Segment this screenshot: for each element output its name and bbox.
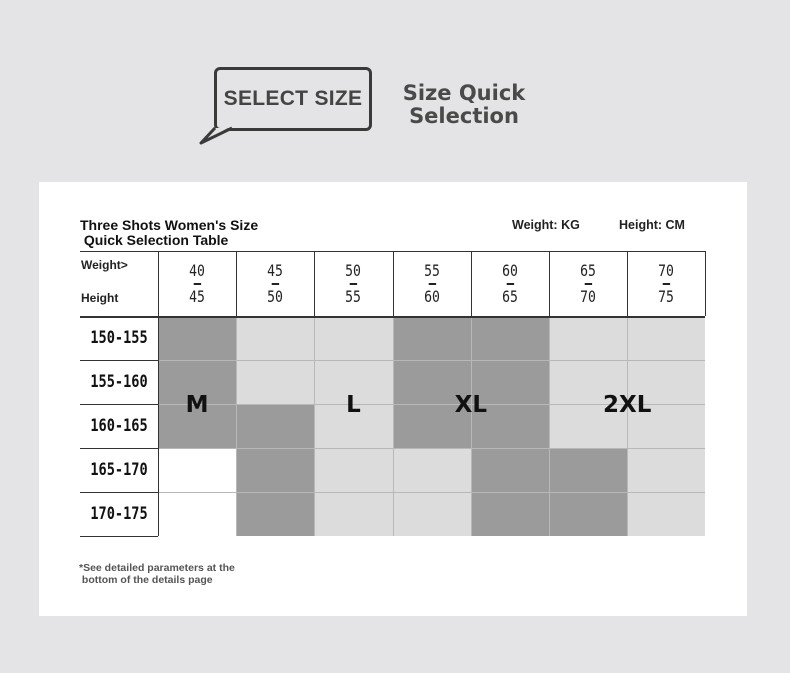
cell-divider <box>158 360 705 361</box>
size-label: M <box>185 392 209 418</box>
weight-min: 65 <box>580 261 596 280</box>
footnote-line2: bottom of the details page <box>79 574 213 586</box>
page-title <box>390 82 538 128</box>
size-cell <box>236 316 314 360</box>
size-table <box>80 251 705 536</box>
range-dash <box>584 283 591 285</box>
size-cell <box>393 448 471 492</box>
height-row-header: 165-170 <box>90 460 148 480</box>
size-cell <box>471 448 549 492</box>
weight-column-header <box>634 251 698 316</box>
size-cell <box>158 316 236 360</box>
table-border <box>549 251 550 316</box>
footnote <box>79 562 235 586</box>
cell-divider <box>158 448 705 449</box>
table-border <box>158 316 159 536</box>
size-cell <box>549 448 627 492</box>
size-cell <box>236 360 314 404</box>
range-dash <box>193 283 200 285</box>
table-title-line1: Three Shots Women's Size <box>80 217 259 233</box>
weight-column-header <box>321 251 385 316</box>
height-row-header: 150-155 <box>90 328 148 348</box>
weight-column-header <box>165 251 229 316</box>
cell-divider <box>627 316 628 536</box>
select-size-label: SELECT SIZE <box>223 87 363 110</box>
size-cell <box>314 492 392 536</box>
height-unit: Height: CM <box>619 218 685 232</box>
table-title <box>80 218 258 248</box>
size-cell <box>627 492 705 536</box>
weight-column-header <box>478 251 542 316</box>
size-cell <box>158 448 236 492</box>
weight-max: 60 <box>423 287 440 306</box>
cell-divider <box>236 316 237 536</box>
size-label: XL <box>454 392 487 418</box>
weight-max: 55 <box>345 287 362 306</box>
size-cell <box>549 492 627 536</box>
table-border <box>471 251 472 316</box>
table-title-line2: Quick Selection Table <box>80 232 229 248</box>
weight-max: 65 <box>501 287 518 306</box>
size-cell <box>393 316 471 360</box>
cell-divider <box>549 316 550 536</box>
size-cell <box>471 316 549 360</box>
size-cell <box>236 404 314 448</box>
cell-divider <box>393 316 394 536</box>
cell-divider <box>158 492 705 493</box>
size-cell <box>158 492 236 536</box>
weight-min: 45 <box>267 261 284 280</box>
table-border <box>80 316 705 318</box>
weight-max: 75 <box>658 287 675 306</box>
table-border <box>80 536 158 537</box>
weight-min: 70 <box>658 261 675 280</box>
corner-height-label: Height <box>81 291 119 305</box>
size-label: 2XL <box>602 392 652 418</box>
table-border <box>393 251 394 316</box>
range-dash <box>271 283 278 285</box>
size-cell <box>549 316 627 360</box>
cell-divider <box>471 316 472 536</box>
weight-unit: Weight: KG <box>512 218 580 232</box>
table-border <box>158 251 159 316</box>
weight-column-header <box>556 251 620 316</box>
weight-min: 40 <box>189 261 205 280</box>
weight-max: 70 <box>580 287 596 306</box>
size-cell <box>314 448 392 492</box>
table-border <box>314 251 315 316</box>
size-cell <box>393 492 471 536</box>
size-chart-card <box>39 182 747 616</box>
weight-min: 50 <box>345 261 362 280</box>
range-dash <box>506 283 513 285</box>
range-dash <box>350 283 357 285</box>
weight-min: 60 <box>501 261 518 280</box>
range-dash <box>662 283 669 285</box>
weight-max: 45 <box>189 287 205 306</box>
table-border <box>705 251 706 316</box>
corner-weight-label: Weight> <box>81 258 128 272</box>
footnote-line1: *See detailed parameters at the <box>79 562 235 574</box>
select-size-bubble <box>214 67 372 131</box>
size-cell <box>627 448 705 492</box>
table-border <box>627 251 628 316</box>
size-cell <box>627 316 705 360</box>
speech-bubble-tail-icon <box>198 126 238 146</box>
weight-column-header <box>400 251 464 316</box>
size-label: L <box>346 392 361 418</box>
height-row-header: 170-175 <box>90 504 148 524</box>
cell-divider <box>314 316 315 536</box>
page-title-line1: Size Quick <box>402 81 526 105</box>
height-row-header: 160-165 <box>90 416 148 436</box>
size-cell <box>471 492 549 536</box>
table-border <box>236 251 237 316</box>
size-cell <box>236 448 314 492</box>
page-title-line2: Selection <box>409 104 519 128</box>
weight-column-header <box>243 251 307 316</box>
size-cell <box>314 316 392 360</box>
range-dash <box>428 283 435 285</box>
weight-min: 55 <box>423 261 440 280</box>
height-row-header: 155-160 <box>90 372 148 392</box>
weight-max: 50 <box>267 287 284 306</box>
size-cell <box>236 492 314 536</box>
